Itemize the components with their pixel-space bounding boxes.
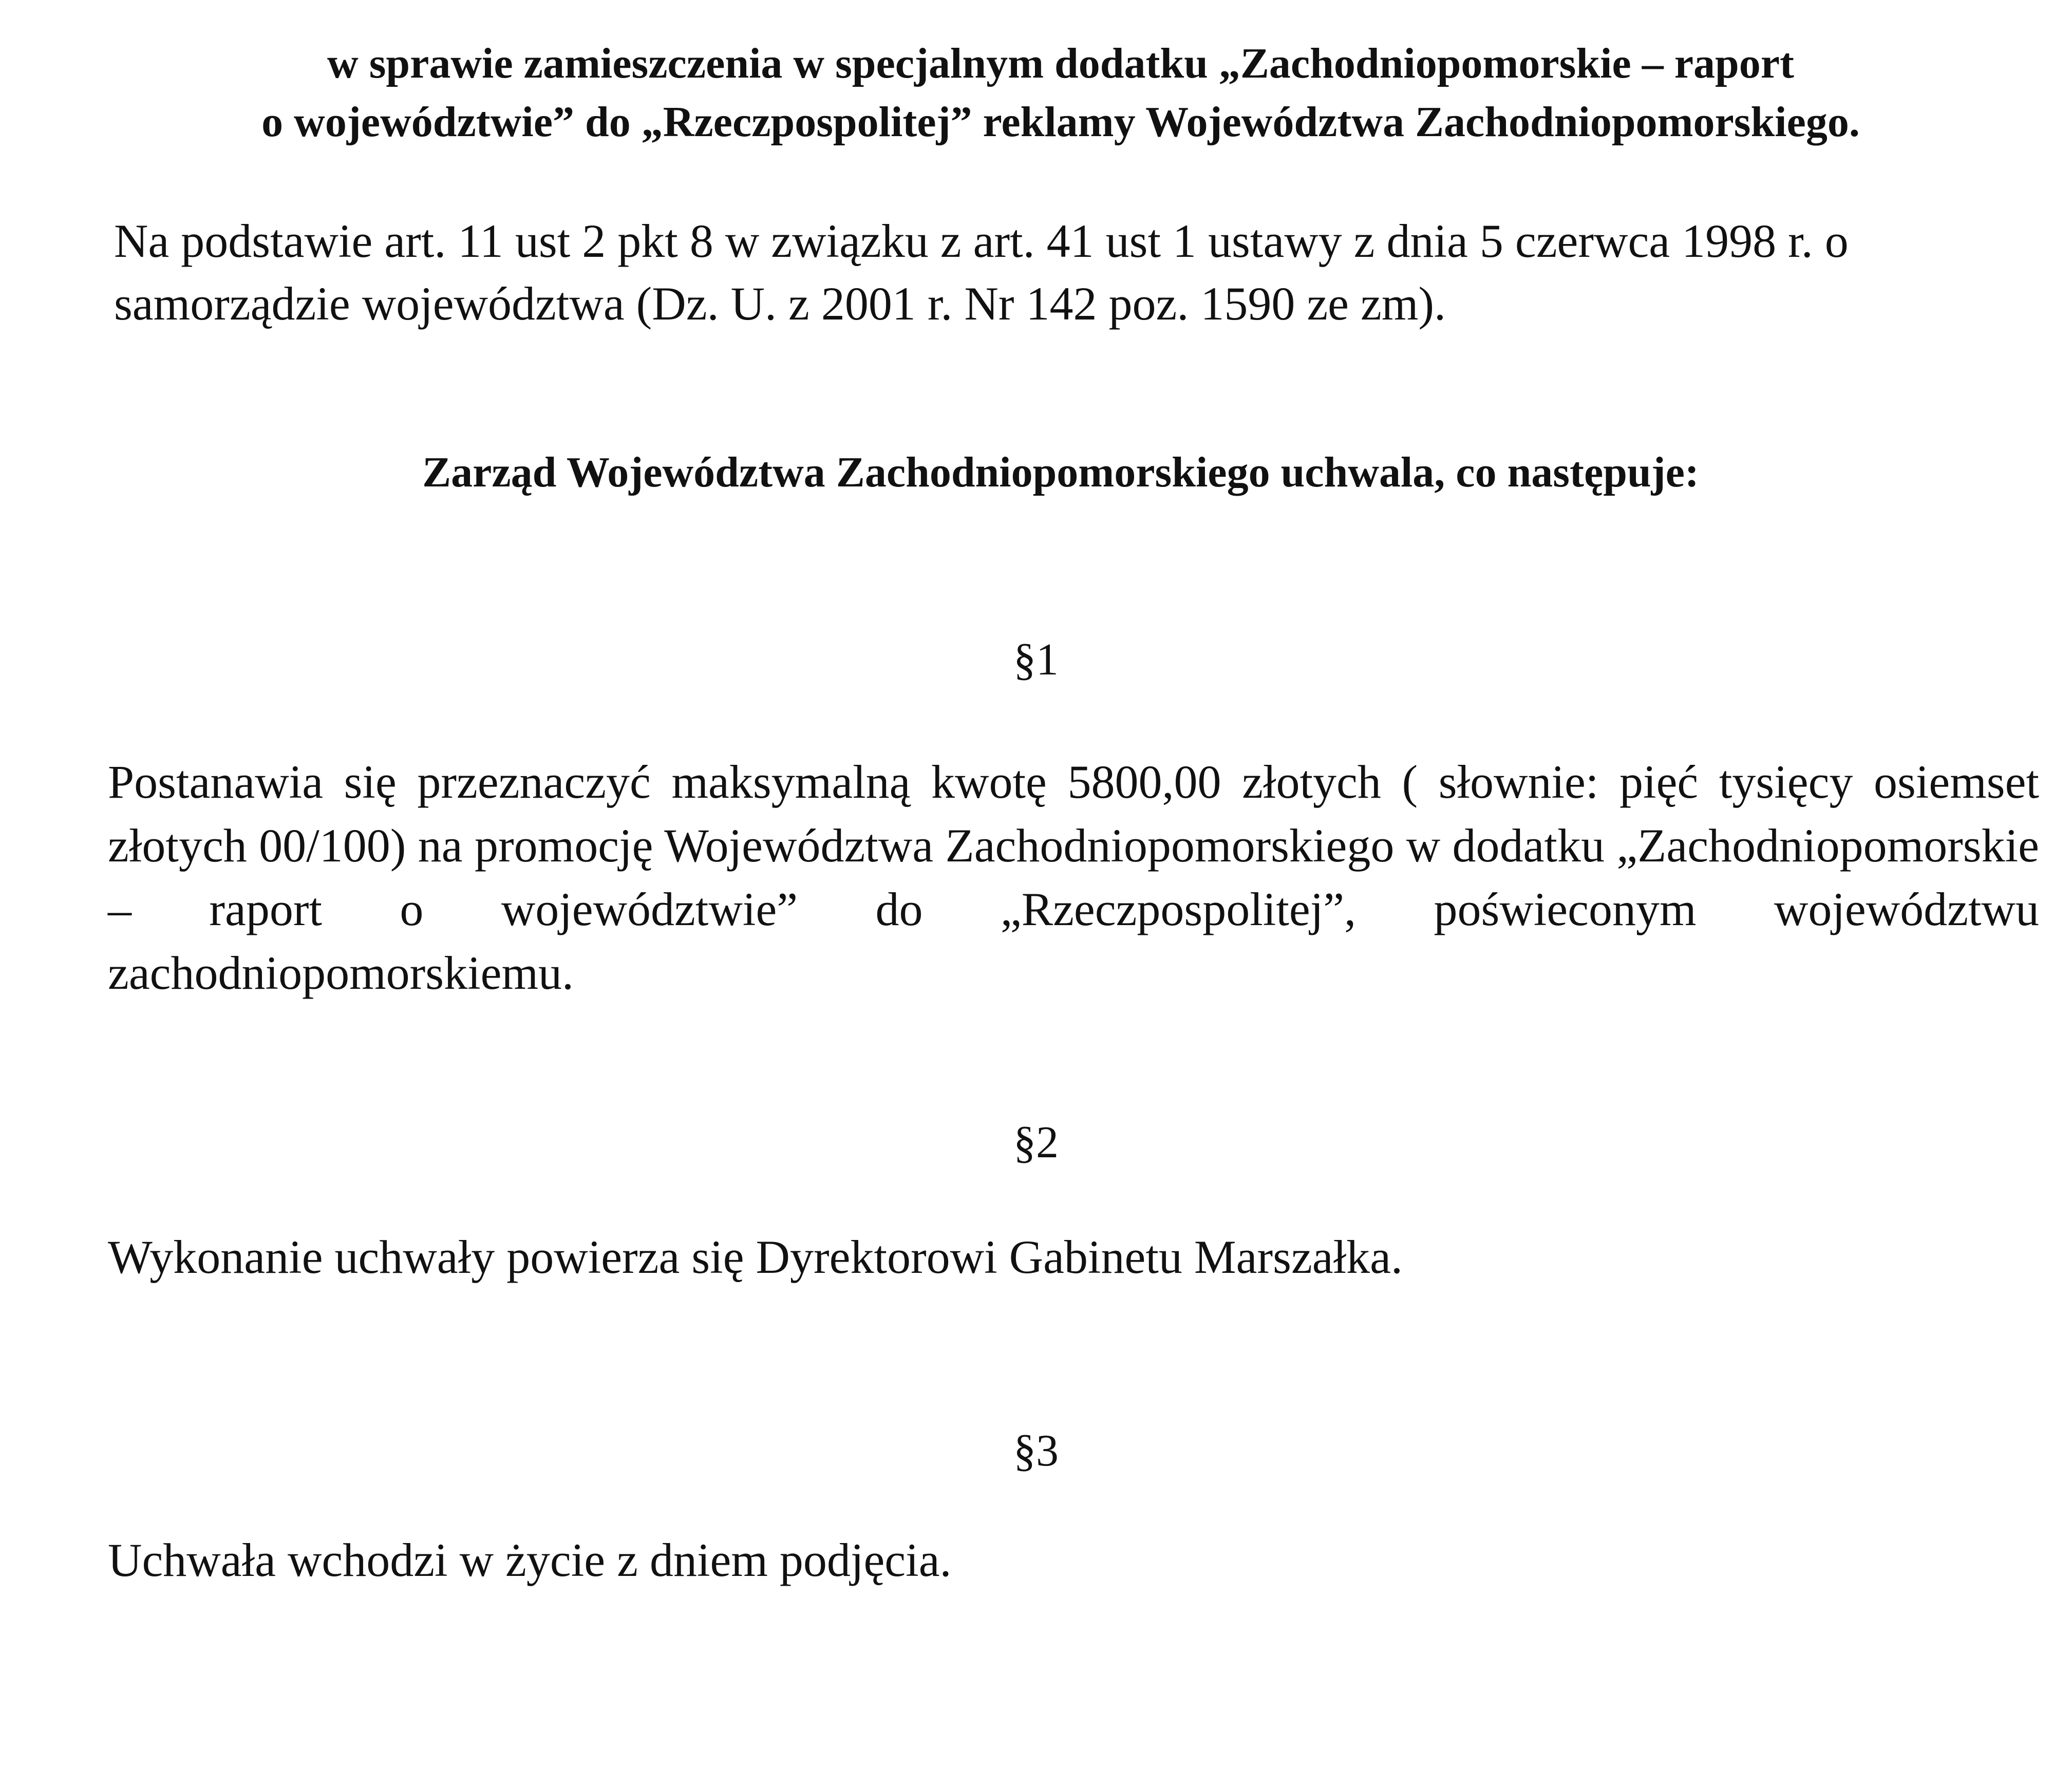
section-1-text: Postanawia się przeznaczyć maksymalną kwotę 5800,00 złotych ( słownie: pięć tysięcy osiemset złotych 00/100) na promocję Województwa Zachodniopomorskiego w dodatku „Zachodniopomorskie – raport o województwie” do „Rzeczpospolitej”, poświeconym województwu zachodniopomorskiemu.: [108, 756, 2039, 999]
resolution-intro: Zarząd Województwa Zachodniopomorskiego uchwala, co następuje:: [422, 448, 1699, 496]
section-3-sign: §3: [1013, 1426, 1059, 1476]
legal-basis: Na podstawie art. 11 ust 2 pkt 8 w związku z art. 41 ust 1 ustawy z dnia 5 czerwca 1998 r. o samorządzie województwa (Dz. U. z 2001 r. Nr 142 poz. 1590 ze zm).: [114, 215, 1849, 330]
title-line-1: w sprawie zamieszczenia w specjalnym dodatku „Zachodniopomorskie – raport: [327, 40, 1794, 87]
title-line-2: o województwie” do „Rzeczpospolitej” reklamy Województwa Zachodniopomorskiego.: [261, 98, 1860, 146]
section-2-sign: §2: [1013, 1118, 1059, 1168]
section-2-text: Wykonanie uchwały powierza się Dyrektorowi Gabinetu Marszałka.: [108, 1231, 1403, 1283]
section-1-sign: §1: [1013, 635, 1059, 685]
section-3-text: Uchwała wchodzi w życie z dniem podjęcia.: [108, 1534, 952, 1586]
